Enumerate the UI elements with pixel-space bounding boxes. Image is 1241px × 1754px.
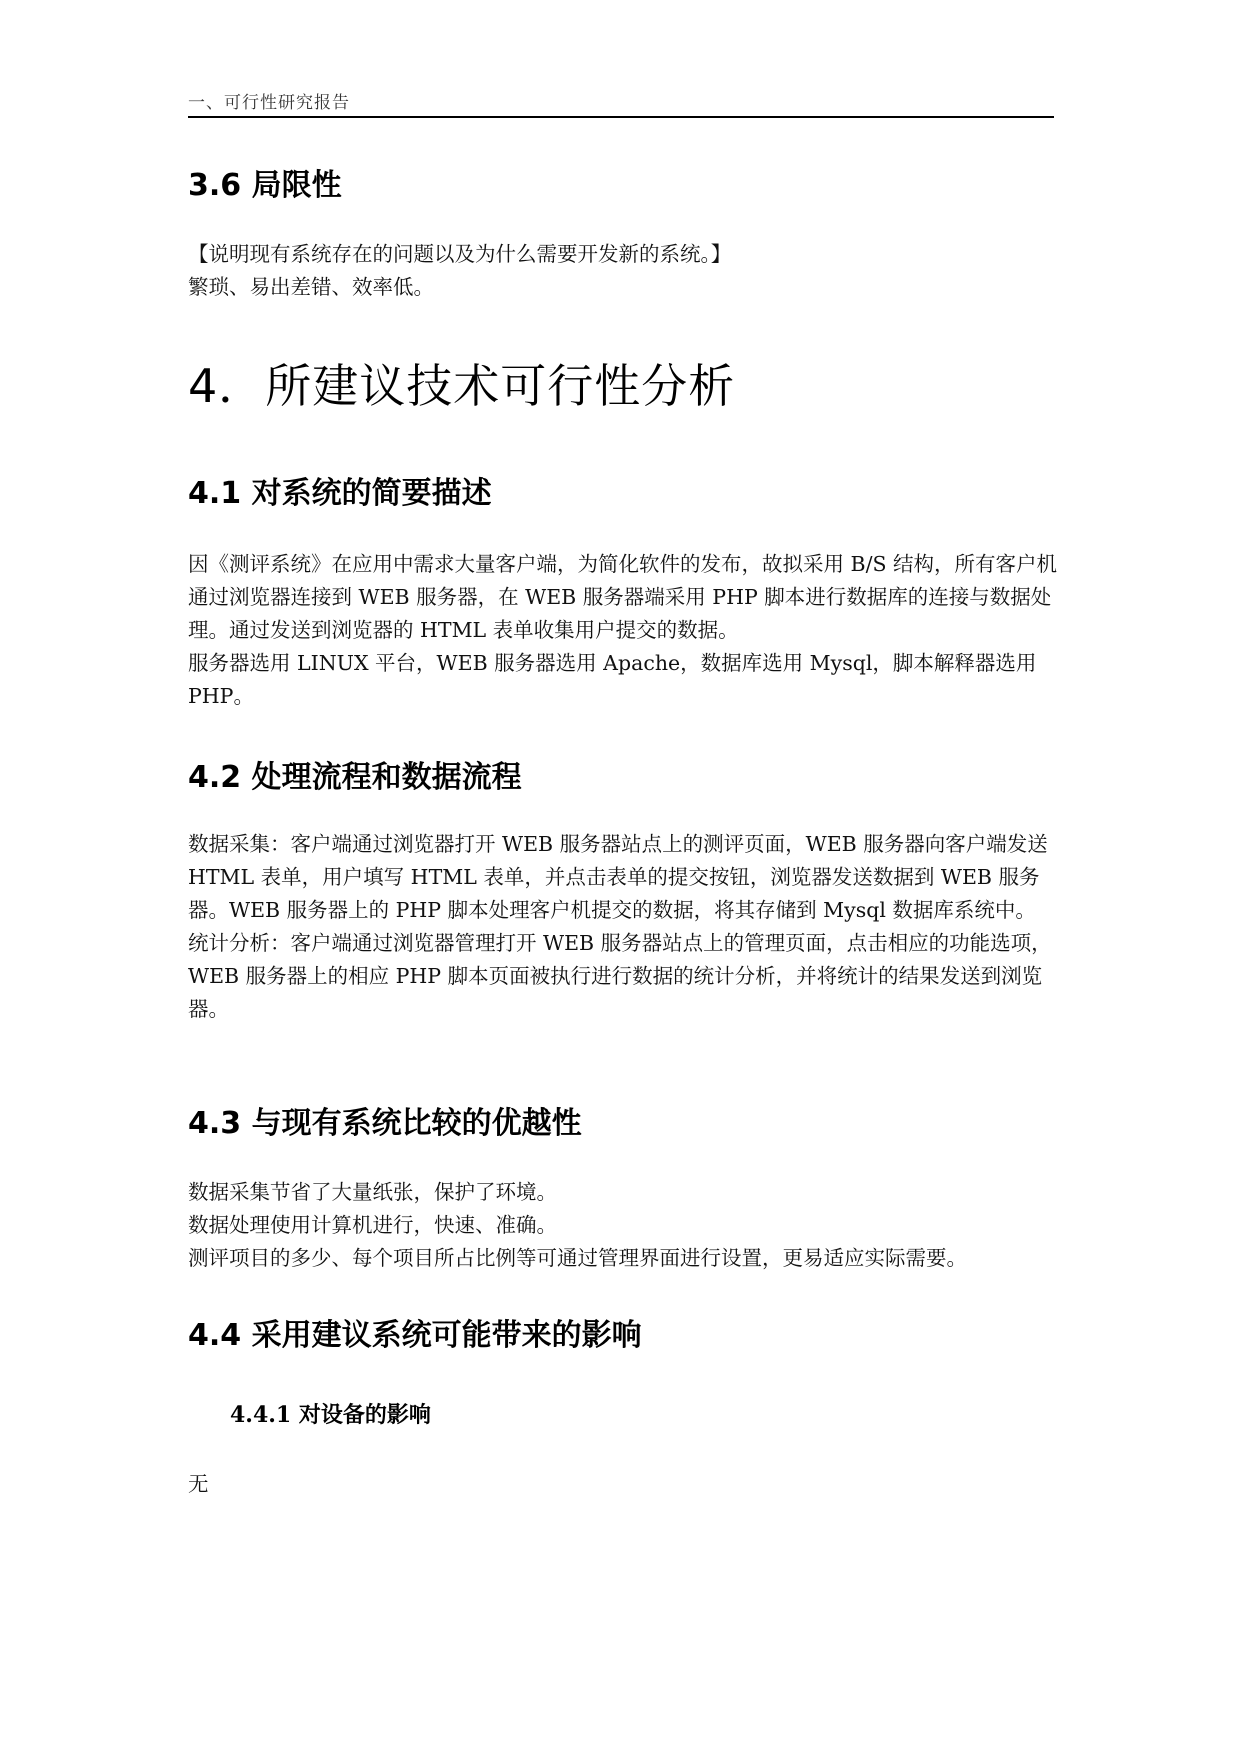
section-4-2-body [188, 828, 1058, 1026]
paragraph: 无 [188, 1472, 209, 1496]
heading-4-4-1: 4.4.1 对设备的影响 [230, 1402, 431, 1428]
paragraph: 因《测评系统》在应用中需求大量客户端，为简化软件的发布，故拟采用 B/S 结构，所有客户机通过浏览器连接到 WEB 服务器，在 WEB 服务器端采用 PHP 脚本进行数据库的连接与数据处理。通过发送到浏览器的 HTML 表单收集用户提交的数据。 [188, 552, 1058, 642]
heading-4-2: 4.2 处理流程和数据流程 [188, 760, 522, 795]
section-4-3-body [188, 1176, 1058, 1275]
paragraph: 数据采集节省了大量纸张，保护了环境。 [188, 1180, 557, 1204]
page-header [188, 86, 1054, 118]
section-4-4-1-body [188, 1468, 1058, 1501]
paragraph: 【说明现有系统存在的问题以及为什么需要开发新的系统。】 [188, 242, 732, 266]
heading-4: 4．所建议技术可行性分析 [188, 359, 736, 413]
paragraph: 统计分析：客户端通过浏览器管理打开 WEB 服务器站点上的管理页面，点击相应的功能选项，WEB 服务器上的相应 PHP 脚本页面被执行进行数据的统计分析，并将统计的结果发送到浏览器。 [188, 931, 1052, 1021]
heading-4-4: 4.4 采用建议系统可能带来的影响 [188, 1318, 642, 1353]
section-4-1-body [188, 548, 1058, 713]
paragraph: 服务器选用 LINUX 平台，WEB 服务器选用 Apache，数据库选用 Mysql，脚本解释器选用 PHP。 [188, 651, 1037, 708]
paragraph: 数据采集：客户端通过浏览器打开 WEB 服务器站点上的测评页面，WEB 服务器向客户端发送 HTML 表单，用户填写 HTML 表单，并点击表单的提交按钮，浏览器发送数据到 WEB 服务器。WEB 服务器上的 PHP 脚本处理客户机提交的数据，将其存储到 Mysql 数据库系统中。 [188, 832, 1048, 922]
header-text: 一、可行性研究报告 [188, 93, 350, 113]
paragraph: 繁琐、易出差错、效率低。 [188, 275, 434, 299]
paragraph: 测评项目的多少、每个项目所占比例等可通过管理界面进行设置，更易适应实际需要。 [188, 1246, 967, 1270]
heading-3-6: 3.6 局限性 [188, 168, 342, 203]
paragraph: 数据处理使用计算机进行，快速、准确。 [188, 1213, 557, 1237]
heading-4-3: 4.3 与现有系统比较的优越性 [188, 1106, 582, 1141]
section-3-6-body [188, 238, 1058, 304]
heading-4-1: 4.1 对系统的简要描述 [188, 476, 492, 511]
